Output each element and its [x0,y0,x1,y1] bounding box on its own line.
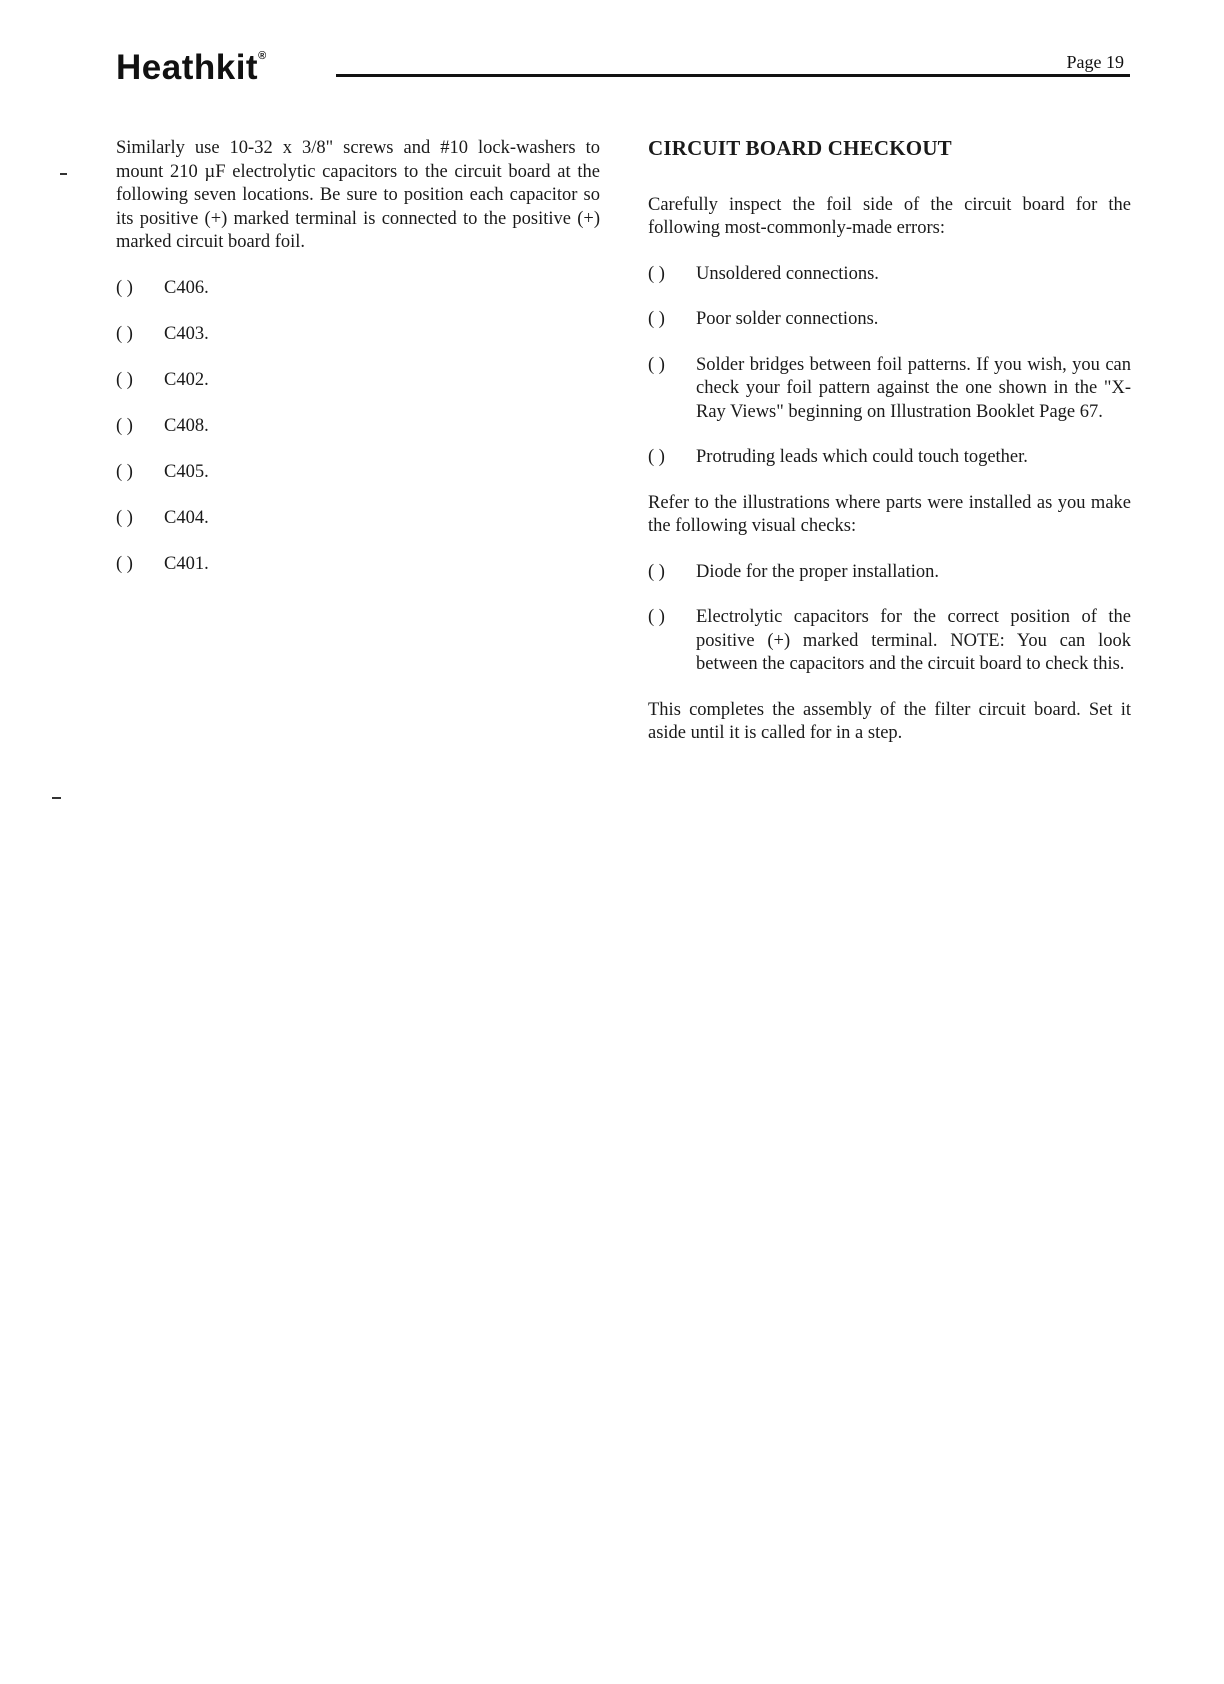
step-checkbox[interactable]: ( ) [116,507,133,528]
step-checkbox[interactable]: ( ) [116,369,133,390]
error-check-step [648,354,1131,425]
step-label: C405. [164,461,209,482]
mounting-instructions: Similarly use 10-32 x 3/8" screws and #10 lock-washers to mount 210 µF electrolytic capacitors to the circuit board at the following seven locations. Be sure to position each capacitor so its positive (+) marked terminal is connected to the positive (+) marked circuit board foil. [116,138,600,252]
registered-mark: ® [258,50,267,62]
step-checkbox[interactable]: ( ) [648,447,665,467]
step-label: C401. [164,553,209,574]
inspection-intro: Carefully inspect the foil side of the circuit board for the following most-commonly-made errors: [648,194,1131,238]
capacitor-step [116,507,600,531]
capacitor-step [116,277,600,301]
step-checkbox[interactable]: ( ) [648,263,665,284]
capacitor-step [116,415,600,439]
visual-check-step [648,606,1131,677]
capacitor-step [116,369,600,393]
step-label: C402. [164,369,209,390]
page-header [116,40,1130,86]
step-label: Electrolytic capacitors for the correct position of the positive (+) marked terminal. NOTE: You can look between the capacitors and the circuit board to check this. [696,607,1131,674]
visual-check-step [648,561,1131,585]
step-checkbox[interactable]: ( ) [648,607,665,627]
error-check-step [648,263,1131,287]
step-checkbox[interactable]: ( ) [116,461,133,482]
step-checkbox[interactable]: ( ) [648,561,665,582]
brand-name: Heathkit [116,48,259,87]
header-rule [336,74,1130,77]
step-label: Poor solder connections. [696,309,879,329]
closing-paragraph: This completes the assembly of the filter circuit board. Set it aside until it is called for in a step. [648,699,1131,743]
margin-tick [60,173,67,175]
step-label: C406. [164,277,209,298]
step-label: C408. [164,415,209,436]
step-checkbox[interactable]: ( ) [116,323,133,344]
error-check-step [648,446,1131,470]
visual-checks-intro: Refer to the illustrations where parts were installed as you make the following visual checks: [648,492,1131,536]
step-checkbox[interactable]: ( ) [648,309,665,329]
step-checkbox[interactable]: ( ) [116,415,133,436]
step-checkbox[interactable]: ( ) [648,354,665,375]
left-column [116,137,600,599]
right-column [648,137,1131,768]
page-number: Page 19 [1066,52,1124,72]
step-label: C404. [164,507,209,528]
capacitor-step [116,323,600,347]
margin-tick [52,797,61,799]
error-check-step [648,308,1131,332]
capacitor-step [116,461,600,485]
step-label: Unsoldered connections. [696,263,879,284]
section-heading: CIRCUIT BOARD CHECKOUT [648,136,952,160]
step-label: Solder bridges between foil patterns. If you wish, you can check your foil pattern against the one shown in the "X-Ray Views" beginning on Illustration Booklet Page 67. [696,354,1131,422]
step-label: Protruding leads which could touch together. [696,447,1028,467]
brand-logo [116,48,267,88]
step-label: Diode for the proper installation. [696,561,940,582]
step-checkbox[interactable]: ( ) [116,277,133,298]
capacitor-step [116,553,600,577]
step-checkbox[interactable]: ( ) [116,553,133,574]
step-label: C403. [164,323,209,344]
